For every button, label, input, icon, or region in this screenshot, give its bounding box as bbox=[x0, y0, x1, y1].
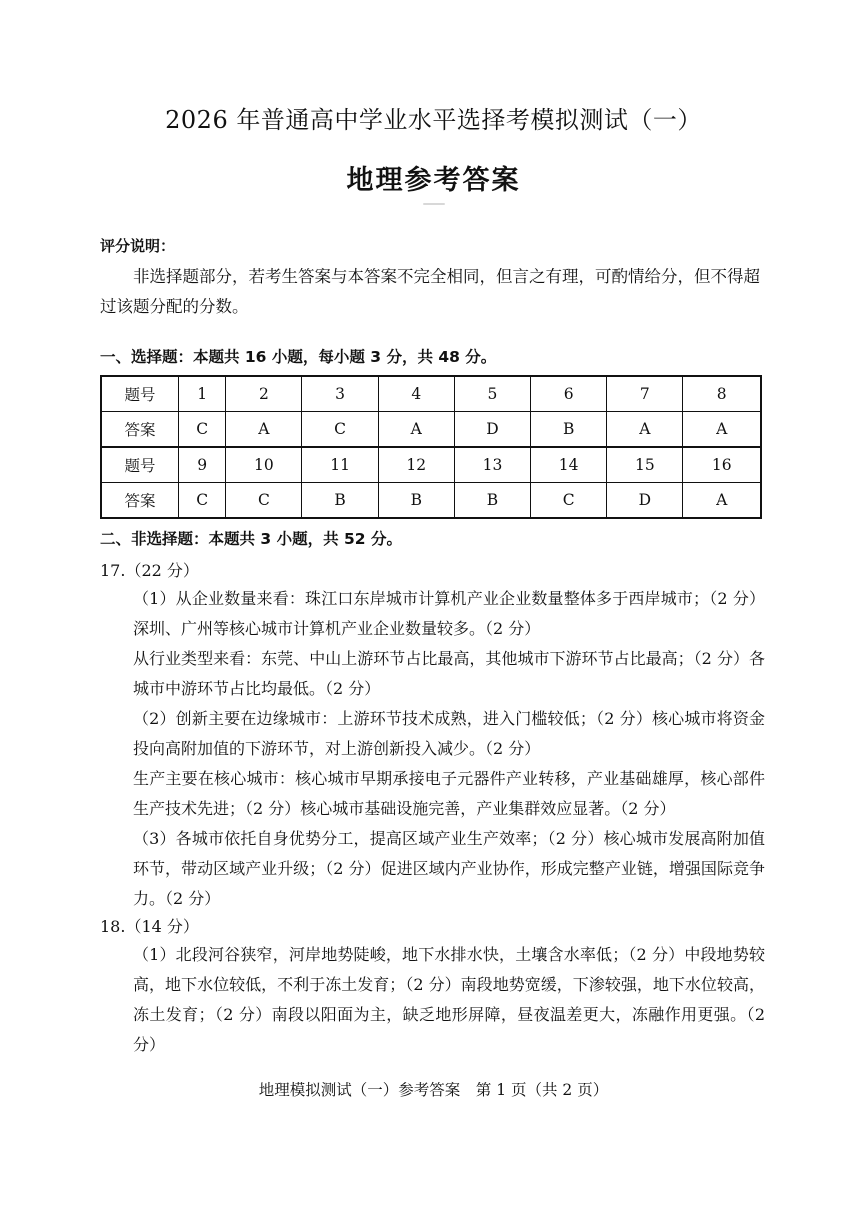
question-number-cell: 13 bbox=[454, 447, 530, 483]
question-number-cell: 11 bbox=[302, 447, 378, 483]
question-number-cell: 6 bbox=[531, 376, 607, 412]
scoring-notes-body: 非选择题部分，若考生答案与本答案不完全相同，但言之有理，可酌情给分，但不得超过该题分配的分数。 bbox=[100, 267, 760, 316]
question-number-cell: 8 bbox=[683, 376, 761, 412]
answer-cell: D bbox=[454, 412, 530, 448]
answer-cell: A bbox=[607, 412, 683, 448]
row-label-answer: 答案 bbox=[101, 412, 179, 448]
question-number-cell: 9 bbox=[179, 447, 226, 483]
section-two-heading: 二、非选择题：本题共 3 小题，共 52 分。 bbox=[100, 530, 402, 548]
scan-mark bbox=[423, 203, 445, 205]
answer-cell: D bbox=[607, 483, 683, 519]
section-one-heading: 一、选择题：本题共 16 小题，每小题 3 分，共 48 分。 bbox=[100, 348, 497, 366]
question-number-cell: 7 bbox=[607, 376, 683, 412]
question-17-paragraph: 从行业类型来看：东莞、中山上游环节占比最高，其他城市下游环节占比最高；（2 分）各城市中游环节占比均最低。（2 分） bbox=[133, 649, 765, 698]
question-17-heading: 17.（22 分） bbox=[100, 561, 199, 580]
answer-cell: C bbox=[531, 483, 607, 519]
answer-cell: B bbox=[531, 412, 607, 448]
question-17-paragraph: （3）各城市依托自身优势分工，提高区域产业生产效率；（2 分）核心城市发展高附加值环节，带动区域产业升级；（2 分）促进区域内产业协作，形成完整产业链，增强国际竞争力。（2 分） bbox=[133, 829, 765, 908]
answer-cell: A bbox=[683, 412, 761, 448]
question-17-paragraph: （2）创新主要在边缘城市：上游环节技术成熟，进入门槛较低；（2 分）核心城市将资金投向高附加值的下游环节，对上游创新投入减少。（2 分） bbox=[133, 709, 765, 758]
document-subtitle: 地理参考答案 bbox=[346, 165, 521, 196]
table-row bbox=[101, 412, 761, 448]
row-label-number: 题号 bbox=[101, 447, 179, 483]
page-footer: 地理模拟测试（一）参考答案 第 1 页（共 2 页） bbox=[258, 1081, 609, 1099]
question-number-cell: 2 bbox=[226, 376, 302, 412]
question-18-paragraph: （1）北段河谷狭窄，河岸地势陡峻，地下水排水快，土壤含水率低；（2 分）中段地势较高，地下水位较低，不利于冻土发育；（2 分）南段地势宽缓，下渗较强，地下水位较高，冻土发育；（2 分）南段以阳面为主，缺乏地形屏障，昼夜温差更大，冻融作用更强。（2 分） bbox=[133, 945, 765, 1054]
question-17-paragraph: 生产主要在核心城市：核心城市早期承接电子元器件产业转移，产业基础雄厚，核心部件生产技术先进；（2 分）核心城市基础设施完善，产业集群效应显著。（2 分） bbox=[133, 769, 765, 818]
row-label-number: 题号 bbox=[101, 376, 179, 412]
answer-cell: C bbox=[302, 412, 378, 448]
answer-cell: A bbox=[683, 483, 761, 519]
question-number-cell: 14 bbox=[531, 447, 607, 483]
question-number-cell: 15 bbox=[607, 447, 683, 483]
answer-cell: B bbox=[454, 483, 530, 519]
question-number-cell: 10 bbox=[226, 447, 302, 483]
scoring-notes-heading: 评分说明： bbox=[100, 237, 176, 255]
question-17-paragraph: （1）从企业数量来看：珠江口东岸城市计算机产业企业数量整体多于西岸城市；（2 分）深圳、广州等核心城市计算机产业企业数量较多。（2 分） bbox=[133, 589, 765, 638]
question-number-cell: 12 bbox=[378, 447, 454, 483]
table-row bbox=[101, 447, 761, 483]
question-number-cell: 16 bbox=[683, 447, 761, 483]
question-number-cell: 5 bbox=[454, 376, 530, 412]
question-number-cell: 1 bbox=[179, 376, 226, 412]
question-number-cell: 4 bbox=[378, 376, 454, 412]
answer-cell: C bbox=[179, 483, 226, 519]
answer-cell: B bbox=[302, 483, 378, 519]
answer-cell: C bbox=[179, 412, 226, 448]
row-label-answer: 答案 bbox=[101, 483, 179, 519]
answer-table bbox=[100, 375, 762, 519]
answer-cell: C bbox=[226, 483, 302, 519]
answer-cell: A bbox=[378, 412, 454, 448]
question-number-cell: 3 bbox=[302, 376, 378, 412]
answer-cell: A bbox=[226, 412, 302, 448]
answer-cell: B bbox=[378, 483, 454, 519]
table-row bbox=[101, 376, 761, 412]
document-title: 2026 年普通高中学业水平选择考模拟测试（一） bbox=[165, 106, 702, 134]
table-row bbox=[101, 483, 761, 519]
question-18-heading: 18.（14 分） bbox=[100, 917, 199, 936]
